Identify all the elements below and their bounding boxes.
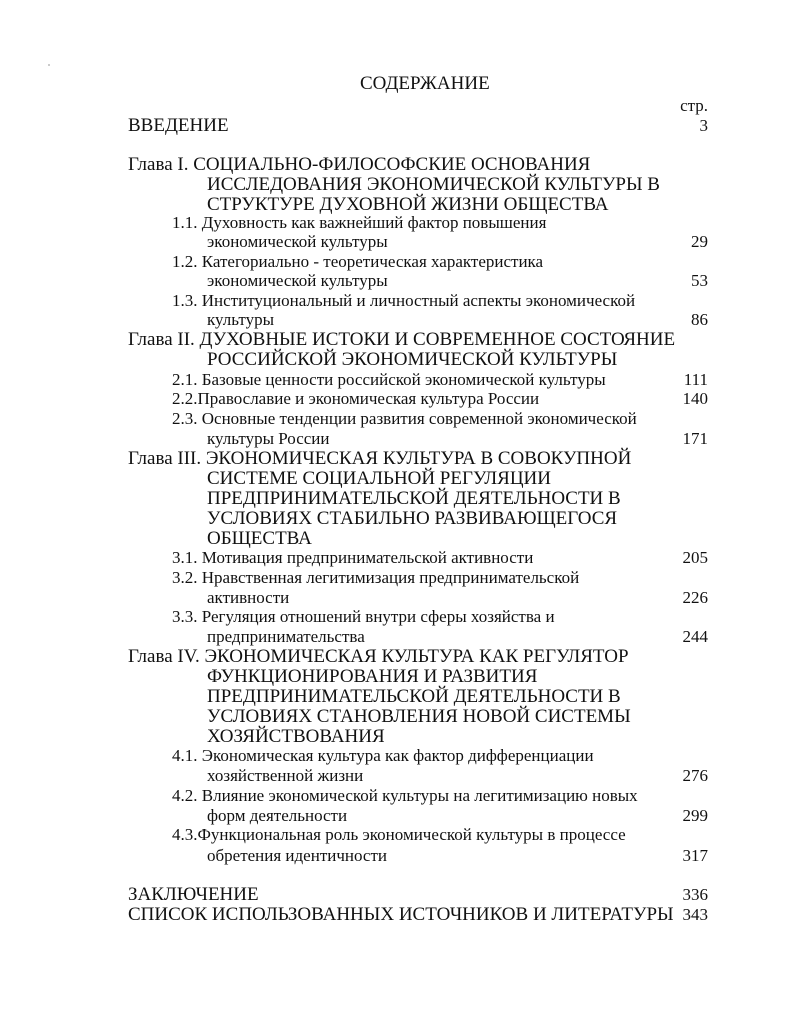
conclusion-label: ЗАКЛЮЧЕНИЕ (128, 884, 259, 905)
section-2-3-line1: 2.3. Основные тенденции развития современной экономической (172, 409, 637, 428)
section-4-1-page: 276 (682, 766, 708, 785)
chapter3-title-line2: СИСТЕМЕ СОЦИАЛЬНОЙ РЕГУЛЯЦИИ (207, 468, 551, 489)
sources-label: СПИСОК ИСПОЛЬЗОВАННЫХ ИСТОЧНИКОВ И ЛИТЕРАТУРЫ (128, 904, 674, 925)
section-1-1-line2: экономической культуры (207, 232, 388, 251)
page-column-header: стр. (680, 96, 708, 115)
section-2-3-line2: культуры России (207, 429, 330, 448)
section-4-3-line1: 4.3.Функциональная роль экономической культуры в процессе (172, 825, 626, 844)
section-2-1-page: 111 (683, 370, 708, 389)
section-1-3-line1: 1.3. Институциональный и личностный аспекты экономической (172, 291, 636, 310)
scan-speck (48, 64, 50, 66)
section-3-2-line2: активности (207, 588, 290, 607)
toc-title: СОДЕРЖАНИЕ (360, 73, 490, 94)
chapter4-title-line1: Глава IV. ЭКОНОМИЧЕСКАЯ КУЛЬТУРА КАК РЕГУЛЯТОР (128, 646, 629, 667)
chapter4-title-line2: ФУНКЦИОНИРОВАНИЯ И РАЗВИТИЯ (207, 666, 538, 687)
section-4-2-line2: форм деятельности (207, 806, 348, 825)
section-3-3-page: 244 (682, 627, 708, 646)
section-4-3-line2: обретения идентичности (207, 846, 387, 865)
section-3-2-line1: 3.2. Нравственная легитимизация предпринимательской (172, 568, 580, 587)
chapter2-title-line2: РОССИЙСКОЙ ЭКОНОМИЧЕСКОЙ КУЛЬТУРЫ (207, 349, 618, 370)
section-4-2-line1: 4.2. Влияние экономической культуры на легитимизацию новых (172, 786, 638, 805)
chapter1-title-line1: Глава I. СОЦИАЛЬНО-ФИЛОСОФСКИЕ ОСНОВАНИЯ (128, 154, 591, 175)
chapter4-title-line4: УСЛОВИЯХ СТАНОВЛЕНИЯ НОВОЙ СИСТЕМЫ (207, 706, 631, 727)
section-2-2-page: 140 (682, 389, 708, 408)
section-1-2-line1: 1.2. Категориально - теоретическая характеристика (172, 252, 544, 271)
chapter3-title-line4: УСЛОВИЯХ СТАБИЛЬНО РАЗВИВАЮЩЕГОСЯ (207, 508, 618, 529)
section-3-3-line2: предпринимательства (207, 627, 365, 646)
section-3-1-line1: 3.1. Мотивация предпринимательской активности (172, 548, 534, 567)
section-3-2-page: 226 (682, 588, 708, 607)
chapter3-title-line1: Глава III. ЭКОНОМИЧЕСКАЯ КУЛЬТУРА В СОВОКУПНОЙ (128, 448, 632, 469)
intro-label: ВВЕДЕНИЕ (128, 115, 229, 136)
section-4-1-line1: 4.1. Экономическая культура как фактор дифференциации (172, 746, 594, 765)
section-4-2-page: 299 (682, 806, 708, 825)
chapter3-title-line3: ПРЕДПРИНИМАТЕЛЬСКОЙ ДЕЯТЕЛЬНОСТИ В (207, 488, 621, 509)
section-3-1-page: 205 (682, 548, 708, 567)
chapter3-title-line5: ОБЩЕСТВА (207, 528, 312, 549)
section-4-3-page: 317 (682, 846, 708, 865)
section-1-3-page: 86 (691, 310, 708, 329)
conclusion-page: 336 (682, 885, 708, 904)
chapter2-title-line1: Глава II. ДУХОВНЫЕ ИСТОКИ И СОВРЕМЕННОЕ СОСТОЯНИЕ (128, 329, 676, 350)
section-3-3-line1: 3.3. Регуляция отношений внутри сферы хозяйства и (172, 607, 555, 626)
chapter1-title-line2: ИССЛЕДОВАНИЯ ЭКОНОМИЧЕСКОЙ КУЛЬТУРЫ В (207, 174, 660, 195)
chapter4-title-line3: ПРЕДПРИНИМАТЕЛЬСКОЙ ДЕЯТЕЛЬНОСТИ В (207, 686, 621, 707)
sources-page: 343 (682, 905, 708, 924)
section-1-1-page: 29 (691, 232, 708, 251)
chapter4-title-line5: ХОЗЯЙСТВОВАНИЯ (207, 726, 385, 747)
section-1-2-line2: экономической культуры (207, 271, 388, 290)
section-1-3-line2: культуры (207, 310, 274, 329)
section-2-2-line1: 2.2.Православие и экономическая культура России (172, 389, 540, 408)
section-2-1-line1: 2.1. Базовые ценности российской экономической культуры (172, 370, 606, 389)
chapter1-title-line3: СТРУКТУРЕ ДУХОВНОЙ ЖИЗНИ ОБЩЕСТВА (207, 194, 609, 215)
section-1-1-line1: 1.1. Духовность как важнейший фактор повышения (172, 213, 547, 232)
section-1-2-page: 53 (691, 271, 708, 290)
section-2-3-page: 171 (682, 429, 708, 448)
intro-page: 3 (699, 116, 708, 135)
section-4-1-line2: хозяйственной жизни (207, 766, 364, 785)
